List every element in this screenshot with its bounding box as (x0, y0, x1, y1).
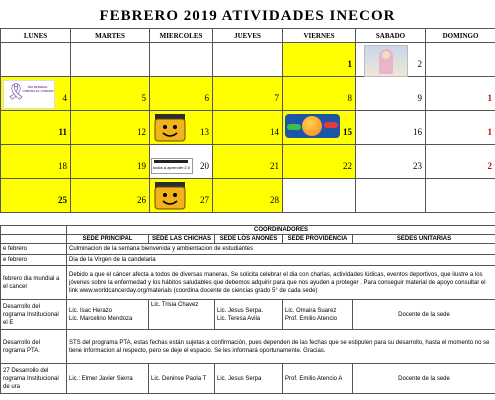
day-cell (213, 43, 283, 77)
calendar-grid (0, 28, 495, 213)
day-cell (1, 111, 71, 145)
day-number: 14 (270, 127, 279, 137)
col-header: SEDE PROVIDENCIA (283, 235, 353, 244)
day-header: MIERCOLES (150, 29, 213, 43)
day-cell (283, 43, 356, 77)
date-cell: febrero dia mundial a el cancer (1, 266, 67, 300)
coordinators-label: COORDINADORES (67, 226, 495, 235)
day-number: 1 (347, 59, 352, 69)
day-number: 2 (487, 161, 492, 171)
day-cell (356, 145, 426, 179)
day-cell (1, 145, 71, 179)
sticker-text: todos a aprender 2.0 (153, 165, 190, 170)
coordinator-cell: Lic. Omaira Suarez Prof. Emilio Atencio (283, 300, 353, 330)
coordinator-cell: Lic. Isac Herazo Lic. Marcelino Mendoza (67, 300, 149, 330)
day-cell (213, 77, 283, 111)
day-number: 4 (62, 93, 67, 103)
day-cell (426, 179, 495, 213)
day-cell (150, 77, 213, 111)
virgin-candelaria-image (364, 45, 408, 77)
coordinator-cell: Docente de la sede (353, 300, 495, 330)
day-number: 21 (270, 161, 279, 171)
day-cell (71, 179, 150, 213)
week-row (1, 179, 495, 213)
coordinator-cell: Lic. Jesus Serpa. Lic. Teresa Avila (215, 300, 283, 330)
smiling-book-icon (152, 180, 190, 212)
activity-text: Debido a que el cáncer afecta a todos de diversas maneras, Se solicita celebrar el dia con charlas, actividades lúdicas, eventos deportivos, que ilustre a los jóvenes sobre la enfermedad y los hábitos saludables que debemos adquirir para que nos ayuden a proteger . Para conseguir material de apoyo consultar el link www.worldcancerday.org/materials (coordina docente de ciencias grado 5° de cada sede) (67, 266, 495, 300)
day-cell (1, 179, 71, 213)
day-number: 12 (137, 127, 146, 137)
day-number: 13 (200, 127, 209, 137)
day-number: 11 (58, 127, 67, 137)
day-cell (283, 145, 356, 179)
week-row (1, 145, 495, 179)
day-cell (71, 43, 150, 77)
coordinator-cell: Lic. Jesus Serpa (215, 364, 283, 394)
coordinator-cell: Lic.: Elmer Javier Sierra (67, 364, 149, 394)
day-cell (150, 179, 213, 213)
day-header: DOMINGO (426, 29, 495, 43)
date-cell: e febrero (1, 244, 67, 255)
week-row (1, 77, 495, 111)
day-cell (150, 43, 213, 77)
col-header: SEDE LAS CHICHAS (149, 235, 215, 244)
ribbon-icon: 🎗 (6, 84, 27, 101)
day-number: 22 (343, 161, 352, 171)
day-cell (71, 111, 150, 145)
day-cell (150, 145, 213, 179)
day-number: 1 (487, 127, 492, 137)
day-number: 9 (417, 93, 422, 103)
day-cell (283, 111, 356, 145)
day-number: 6 (204, 93, 209, 103)
day-cell (213, 145, 283, 179)
day-header: LUNES (1, 29, 71, 43)
col-header: SEDE PRINCIPAL (67, 235, 149, 244)
coordinator-cell: Lic. Deninse Paola T (149, 364, 215, 394)
day-cell (213, 111, 283, 145)
corner-cell (1, 235, 67, 244)
day-header: MARTES (71, 29, 150, 43)
day-cell (426, 111, 495, 145)
coordinator-cell: Docente de la sede (353, 364, 495, 394)
day-cell (71, 145, 150, 179)
day-number: 2 (417, 59, 422, 69)
day-cell (283, 179, 356, 213)
day-cell (426, 77, 495, 111)
day-cell (426, 145, 495, 179)
todos-a-aprender-logo (151, 158, 193, 174)
day-number: 27 (200, 195, 209, 205)
day-header: VIERNES (283, 29, 356, 43)
day-number: 20 (200, 161, 209, 171)
day-cell (426, 43, 495, 77)
date-cell: e febrero (1, 255, 67, 266)
corner-cell (1, 226, 67, 235)
activity-text: Culminacion de la semana bienvenida y ambientacion de estudiantes (67, 244, 495, 255)
day-cell (71, 77, 150, 111)
day-number: 8 (347, 93, 352, 103)
day-number: 16 (413, 127, 422, 137)
page-title: FEBRERO 2019 ATIVIDADES INECOR (99, 8, 396, 24)
day-header: SABADO (356, 29, 426, 43)
activity-text: Dia de la Virgen de la candelaria (67, 255, 495, 266)
date-cell: Desarrollo del rograma Institucional el E (1, 300, 67, 330)
day-number: 19 (137, 161, 146, 171)
col-header: SEDES UNITARIAS (353, 235, 495, 244)
coordinator-cell: Prof. Emilio Atencio A (283, 364, 353, 394)
activities-table (0, 225, 495, 394)
day-number: 25 (58, 195, 67, 205)
date-cell: 27 Desarrollo del rograma Institucional de ura (1, 364, 67, 394)
day-cell (356, 43, 426, 77)
day-number: 23 (413, 161, 422, 171)
day-cell (150, 111, 213, 145)
week-row (1, 43, 495, 77)
weekday-header-row (1, 29, 495, 43)
day-cell (356, 111, 426, 145)
day-cell (356, 77, 426, 111)
day-number: 15 (343, 127, 352, 137)
day-cell (356, 179, 426, 213)
day-cell (283, 77, 356, 111)
week-row (1, 111, 495, 145)
day-number: 18 (58, 161, 67, 171)
cancer-awareness-image (3, 80, 55, 109)
date-cell: Desarrollo del rograma PTA. (1, 330, 67, 364)
day-header: JUEVES (213, 29, 283, 43)
activity-text: STS del programa PTA, estas fechas están sujetas a confirmación, pues dependen de las fechas que se estipulen para su desarrollo, hasta el momento no se tiene informacion al respecto, pero se deje el espacio. Se les informará oportunamente. Gracias. (67, 330, 495, 364)
awareness-text: DÍA MUNDIAL CONTRA EL CÁNCER (22, 85, 54, 93)
day-number: 5 (141, 93, 146, 103)
day-number: 26 (137, 195, 146, 205)
day-number: 7 (274, 93, 279, 103)
col-header: SEDE LOS ANONES (215, 235, 283, 244)
day-cell (1, 43, 71, 77)
day-cell (1, 77, 71, 111)
day-number: 28 (270, 195, 279, 205)
day-number: 1 (487, 93, 492, 103)
coordinator-cell: Lic. Trisia Chavez (149, 300, 215, 330)
day-cell (213, 179, 283, 213)
world-hands-image (285, 114, 340, 138)
smiling-book-icon (152, 112, 190, 144)
